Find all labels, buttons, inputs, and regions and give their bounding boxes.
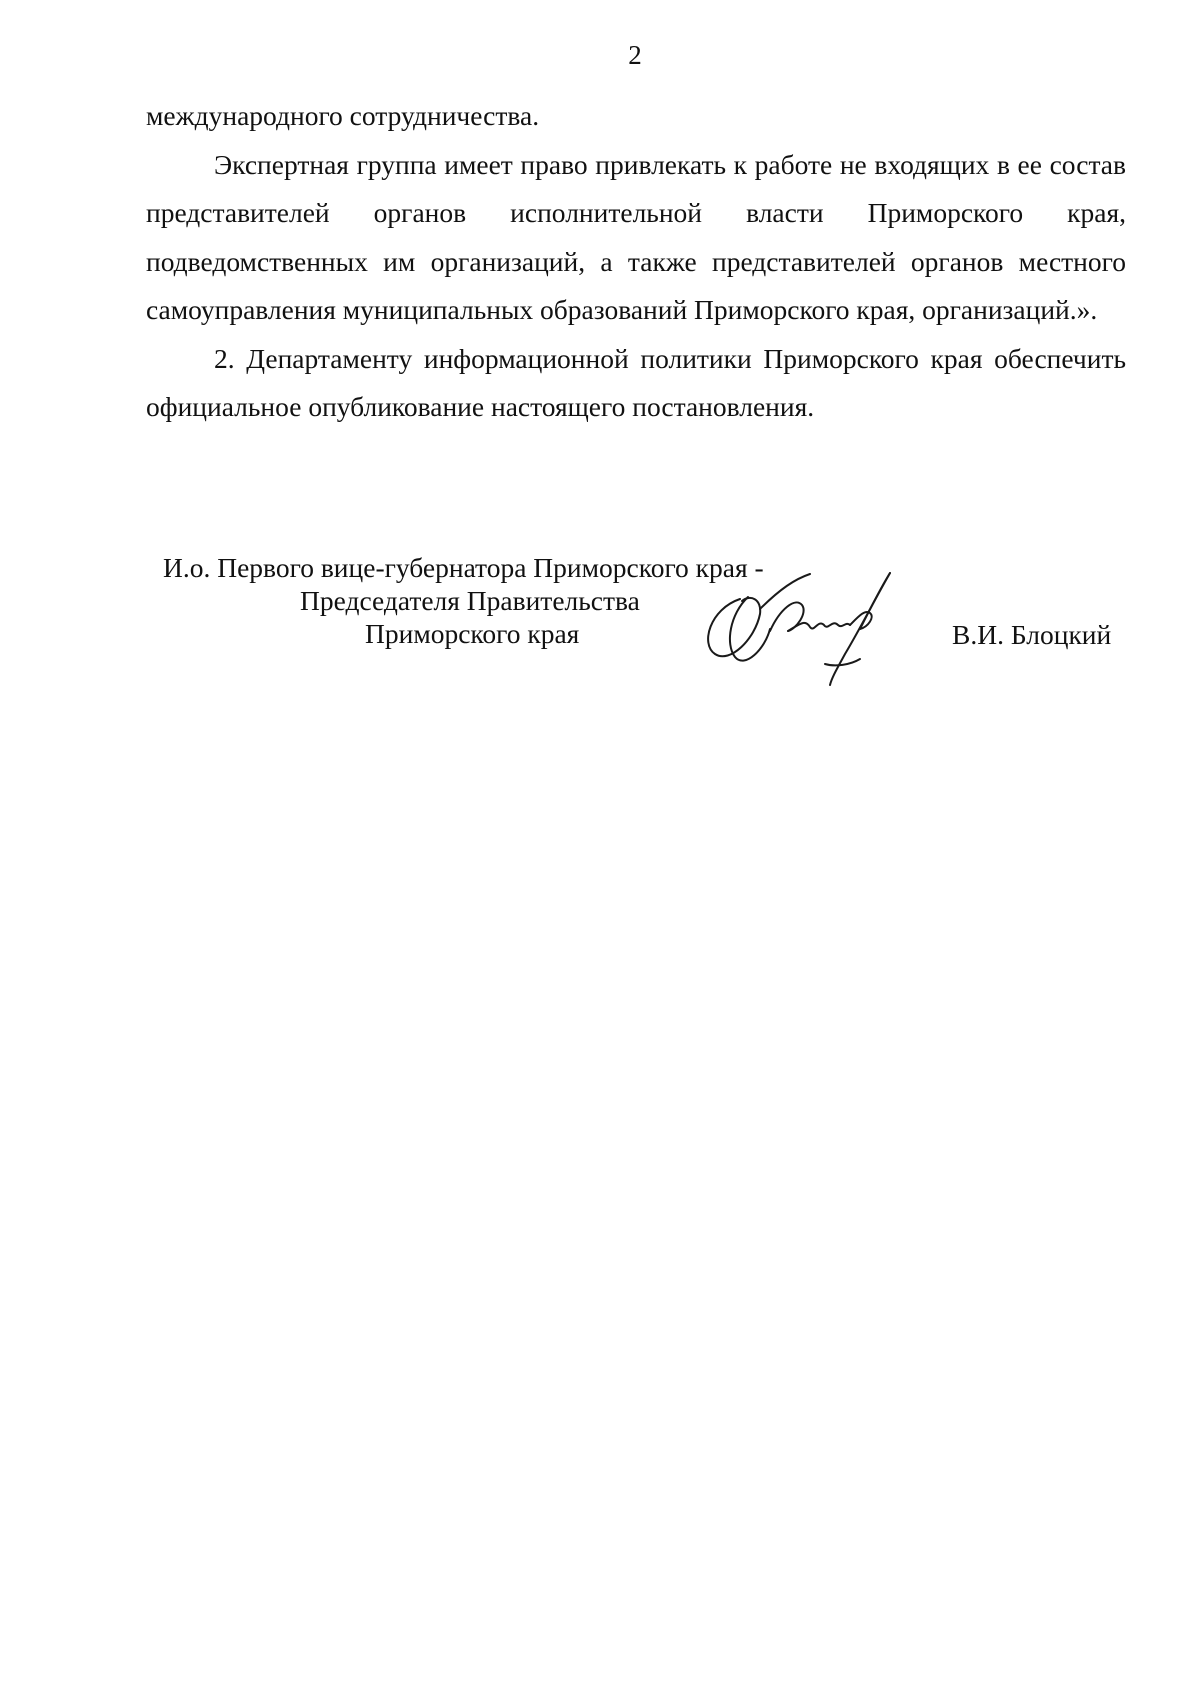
paragraph-item-2: 2. Департаменту информационной политики Приморского края обеспечить официальное опубликование настоящего постановления. [146,342,1126,422]
paragraph-continuation: международного сотрудничества. [146,100,540,131]
signer-name: В.И. Блоцкий [952,619,1112,650]
signer-position-line2: Председателя Правительства [300,585,640,616]
page-number: 2 [628,40,642,70]
paragraph-expert-group: Экспертная группа имеет право привлекать к работе не входящих в ее состав представителей органов исполнительной власти Приморского края, подведомственных им организаций, а также представителей органов местного самоуправления муниципальных образований Приморского края, организаций.». [146,148,1126,325]
signer-position-line1: И.о. Первого вице-губернатора Приморского края - [163,552,764,583]
signature-block [0,551,1200,711]
document-body [146,92,1126,432]
handwritten-signature [700,569,910,689]
signer-position-line3: Приморского края [365,618,580,649]
